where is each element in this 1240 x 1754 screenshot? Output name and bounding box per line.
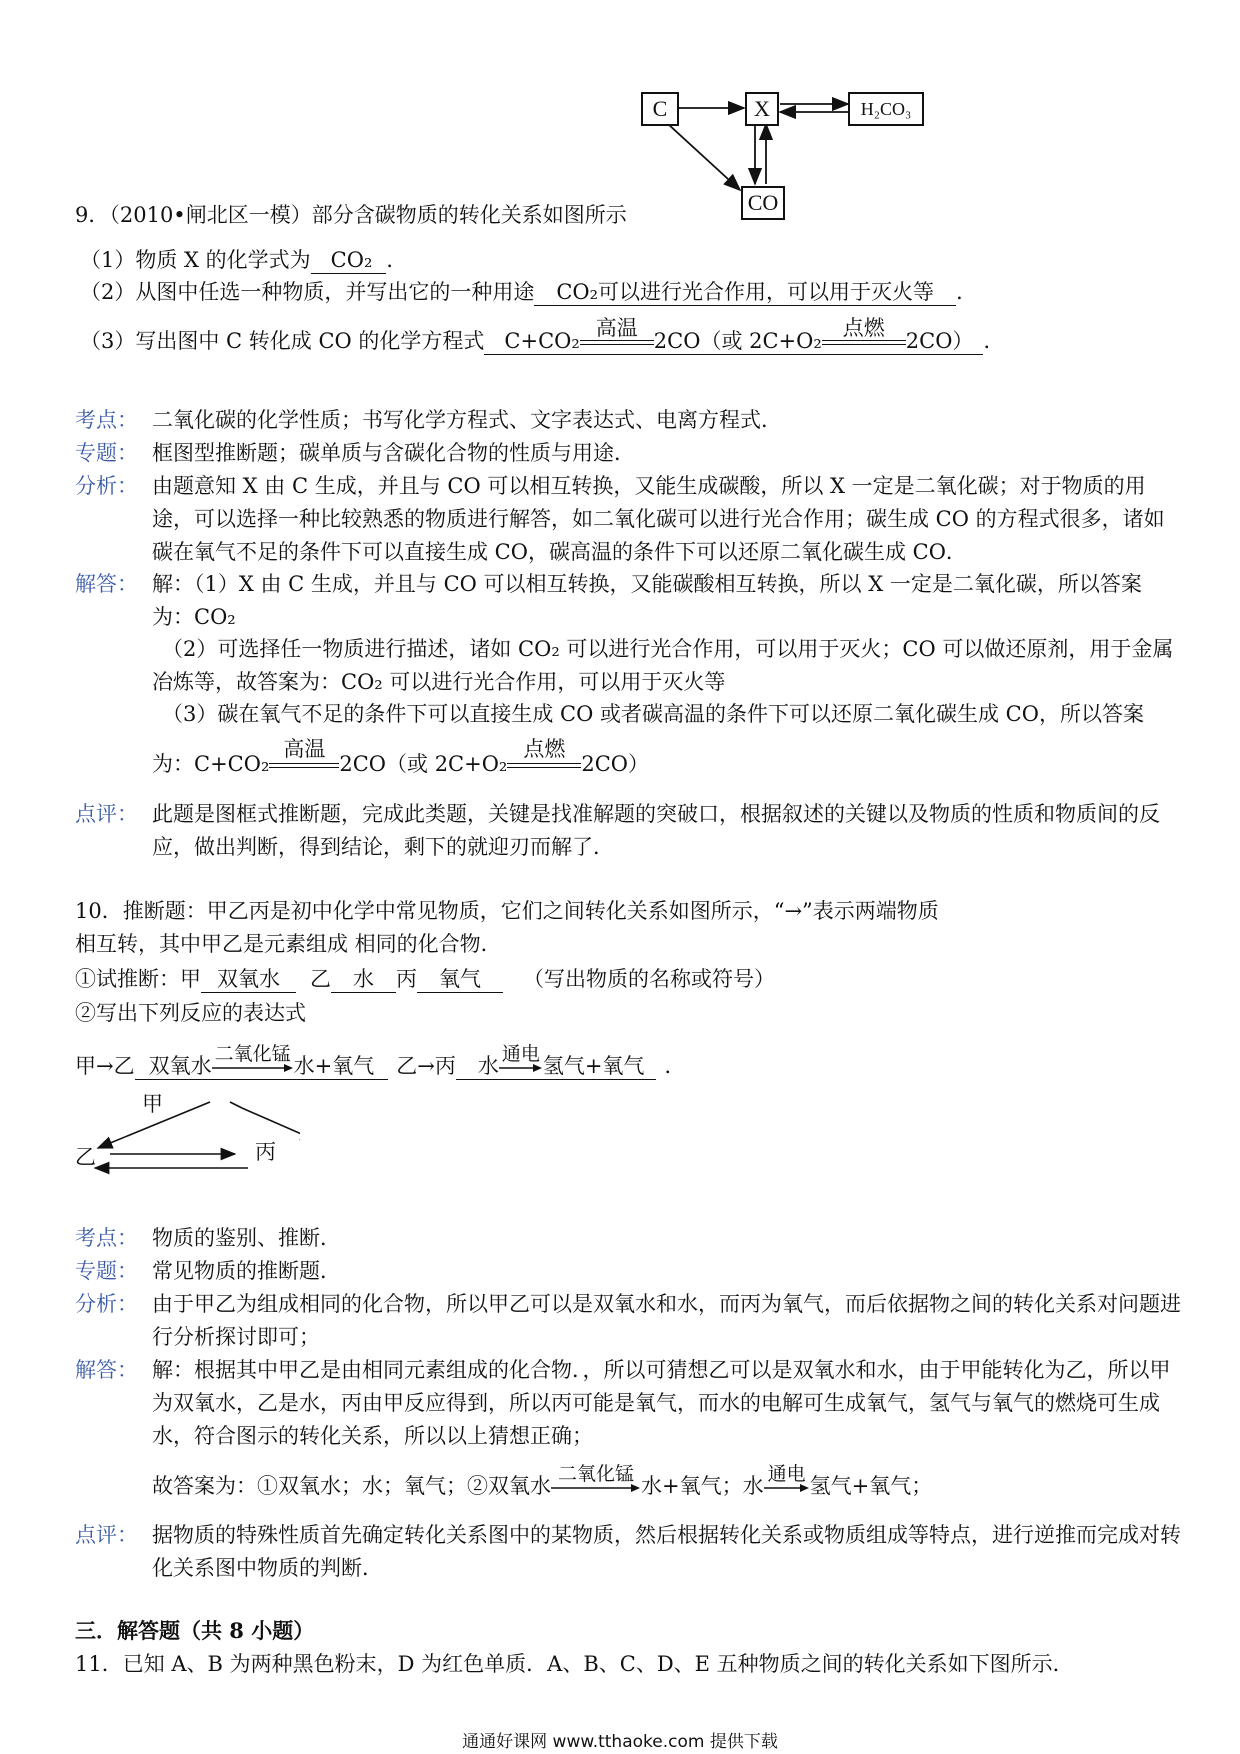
q9-eq-a: C+CO₂: [504, 329, 580, 353]
q9-jieda-eq-high-temp: [269, 737, 339, 776]
q10-answer-bing: 氧气: [417, 967, 503, 993]
q10-jieda-label: 解答：: [75, 1358, 138, 1382]
q10-answer-condition: 通电: [767, 1463, 806, 1485]
q9-part3: [80, 316, 1005, 355]
q10-answer-arrow-1: [551, 1463, 641, 1498]
q9-part3-answer: [484, 316, 983, 355]
q10-r1-answer: [135, 1043, 389, 1080]
q10-dianping-label: 点评：: [75, 1523, 138, 1547]
q9-jieda-3-equation: [152, 737, 650, 778]
q9-dianping: 此题是图框式推断题，完成此类题，关键是找准解题的突破口，根据叙述的关键以及物质的性质和物质间的反应，做出判断，得到结论，剩下的就迎刃而解了．: [152, 802, 1160, 859]
q9-eq-ignite: [822, 316, 906, 353]
q10-r1-product: 水+氧气: [293, 1054, 375, 1078]
section3-title: 三．解答题（共 8 小题）: [75, 1618, 315, 1643]
q9-jieda-cond-high-temp: 高温: [283, 737, 326, 761]
q9-kaodian: 二氧化碳的化学性质；书写化学方程式、文字表达式、电离方程式．: [152, 408, 782, 432]
q10-jieda: 解：根据其中甲乙是由相同元素组成的化合物．，所以可猜想乙可以是双氧水和水，由于甲能转化为乙，所以甲为双氧水，乙是水，丙由甲反应得到，所以丙可能是氧气，而水的电解可生成氧气，氢气与氧气的燃烧可生成水，符合图示的转化关系，所以以上猜想正确；: [152, 1358, 1171, 1448]
q9-part3-end: ．: [983, 329, 1005, 353]
q11-text: 11．已知 A、B 为两种黑色粉末，D 为红色单质．A、B、C、D、E 五种物质之间的转化关系如下图所示．: [75, 1652, 1074, 1676]
q9-eq-b: 2CO（或 2C+O₂: [653, 329, 822, 353]
q10-r1-arrow: [212, 1043, 294, 1078]
q10-r2-condition: 通电: [501, 1043, 540, 1066]
q9-part1-end: ．: [386, 248, 408, 272]
q10-answer-catalyst: 二氧化锰: [557, 1463, 634, 1485]
q10-fenxi-label: 分析：: [75, 1292, 138, 1316]
q9-part1: [80, 244, 407, 274]
q10-q2: ②写出下列反应的表达式: [75, 1001, 306, 1025]
q10-answer-pre: 故答案为：①双氧水；水；氧气；②双氧水: [152, 1474, 551, 1498]
q10-answer-mid: 水+氧气；水: [641, 1474, 764, 1498]
q10-r2-arrow: [499, 1043, 543, 1078]
q10-node-jia: 甲: [142, 1092, 163, 1116]
q10-answer-yi: 水: [331, 967, 396, 993]
node-co: CO: [741, 186, 785, 220]
q9-cond-ignite: 点燃: [842, 316, 885, 340]
q9-cond-high-temp: 高温: [595, 316, 638, 340]
node-c: C: [641, 92, 679, 126]
q10-answer-jia: 双氧水: [201, 967, 296, 993]
q9-jieda-eq-b: 2CO（或 2C+O₂: [339, 752, 508, 776]
q10-kaodian-label: 考点：: [75, 1226, 138, 1250]
q9-part1-answer: CO₂: [311, 248, 387, 274]
q10-title-line2: 相互转，其中甲乙是元素组成 相同的化合物．: [75, 932, 502, 956]
q9-part3-prompt: （3）写出图中 C 转化成 CO 的化学方程式: [80, 329, 485, 353]
q10-dianping: 据物质的特殊性质首先确定转化关系图中的某物质，然后根据转化关系或物质组成等特点，进行逆推而完成对转化关系图中物质的判断．: [152, 1523, 1181, 1580]
q9-eq-c: 2CO）: [905, 329, 974, 353]
q10-zhuanti: 常见物质的推断题．: [152, 1259, 341, 1283]
q9-title: 9．（2010•闸北区一模）部分含碳物质的转化关系如图所示: [75, 203, 627, 227]
q10-q1-note: （写出物质的名称或符号）: [523, 967, 775, 991]
q10-answer-end: 氢气+氧气；: [809, 1474, 933, 1498]
q10-r1-label: 甲→乙: [75, 1054, 135, 1078]
q10-fenxi: 由于甲乙为组成相同的化合物，所以甲乙可以是双氧水和水，而丙为氧气，而后依据物之间的转化关系对问题进行分析探讨即可；: [152, 1292, 1181, 1349]
q10-node-yi: 乙: [75, 1145, 96, 1169]
q10-answer-summary: [152, 1463, 933, 1500]
q9-part2-end: ．: [956, 280, 978, 304]
q10-title-line1: 10．推断题：甲乙丙是初中化学中常见物质，它们之间转化关系如图所示，“→”表示两端物质: [75, 899, 939, 923]
q10-triangle-diagram: [70, 1090, 300, 1180]
q10-q1: [75, 963, 775, 993]
q9-jieda-cond-ignite: 点燃: [523, 737, 566, 761]
q9-jieda-eq-a: 为：C+CO₂: [152, 752, 270, 776]
q9-zhuanti-label: 专题：: [75, 441, 138, 465]
node-h2co3: H₂CO₃: [848, 92, 924, 126]
q9-fenxi-label: 分析：: [75, 474, 138, 498]
q10-r2-answer: [456, 1043, 657, 1080]
q9-kaodian-label: 考点：: [75, 408, 138, 432]
q9-part2-prompt: （2）从图中任选一种物质，并写出它的一种用途: [80, 280, 535, 304]
q10-r2-reactant: 水: [477, 1054, 499, 1078]
q10-r1-catalyst: 二氧化锰: [214, 1043, 291, 1066]
q9-part2: [80, 276, 977, 306]
q10-yi-label: 乙: [310, 967, 331, 991]
q10-reactions-end: ．: [664, 1054, 686, 1078]
q9-jieda-3: （3）碳在氧气不足的条件下可以直接生成 CO 或者碳高温的条件下可以还原二氧化碳生成 CO，所以答案: [162, 702, 1144, 726]
q9-zhuanti: 框图型推断题；碳单质与含碳化合物的性质与用途．: [152, 441, 635, 465]
q10-r2-product: 氢气+氧气: [542, 1054, 645, 1078]
q9-jieda-1: 解：（1）X 由 C 生成，并且与 CO 可以相互转换，又能碳酸相互转换，所以 X 一定是二氧化碳，所以答案为：CO₂: [152, 572, 1142, 629]
q10-answer-arrow-2: [764, 1463, 810, 1498]
q9-jieda-eq-ignite: [507, 737, 581, 776]
q9-fenxi: 由题意知 X 由 C 生成，并且与 CO 可以相互转换，又能生成碳酸，所以 X 一定是二氧化碳；对于物质的用途，可以选择一种比较熟悉的物质进行解答，如二氧化碳可以进行光合作用；碳生成 CO 的方程式很多，诸如碳在氧气不足的条件下可以直接生成 CO，碳高温的条件下可以还原二氧化碳生成 CO．: [152, 474, 1165, 564]
q9-jieda-2: （2）可选择任一物质进行描述，诸如 CO₂ 可以进行光合作用，可以用于灭火；CO 可以做还原剂，用于金属冶炼等，故答案为：CO₂ 可以进行光合作用，可以用于灭火等: [152, 637, 1174, 694]
q9-jieda-label: 解答：: [75, 572, 138, 596]
q9-part1-prompt: （1）物质 X 的化学式为: [80, 248, 311, 272]
q10-reactions: [75, 1043, 686, 1080]
q10-node-bing: 丙: [255, 1140, 276, 1164]
q10-r2-label: 乙→丙: [396, 1054, 456, 1078]
q10-kaodian: 物质的鉴别、推断．: [152, 1226, 341, 1250]
q10-q1-prompt: ①试推断：甲: [75, 967, 201, 991]
q10-bing-label: 丙: [396, 967, 417, 991]
q9-jieda-eq-c: 2CO）: [581, 752, 650, 776]
q10-zhuanti-label: 专题：: [75, 1259, 138, 1283]
q9-dianping-label: 点评：: [75, 802, 138, 826]
node-x: X: [745, 92, 779, 126]
page-footer: 通通好课网 www.tthaoke.com 提供下载: [462, 1732, 778, 1752]
q9-eq-high-temp: [580, 316, 654, 353]
q10-r1-reactant: 双氧水: [148, 1054, 212, 1078]
q9-part2-answer: CO₂可以进行光合作用，可以用于灭火等: [534, 280, 956, 306]
